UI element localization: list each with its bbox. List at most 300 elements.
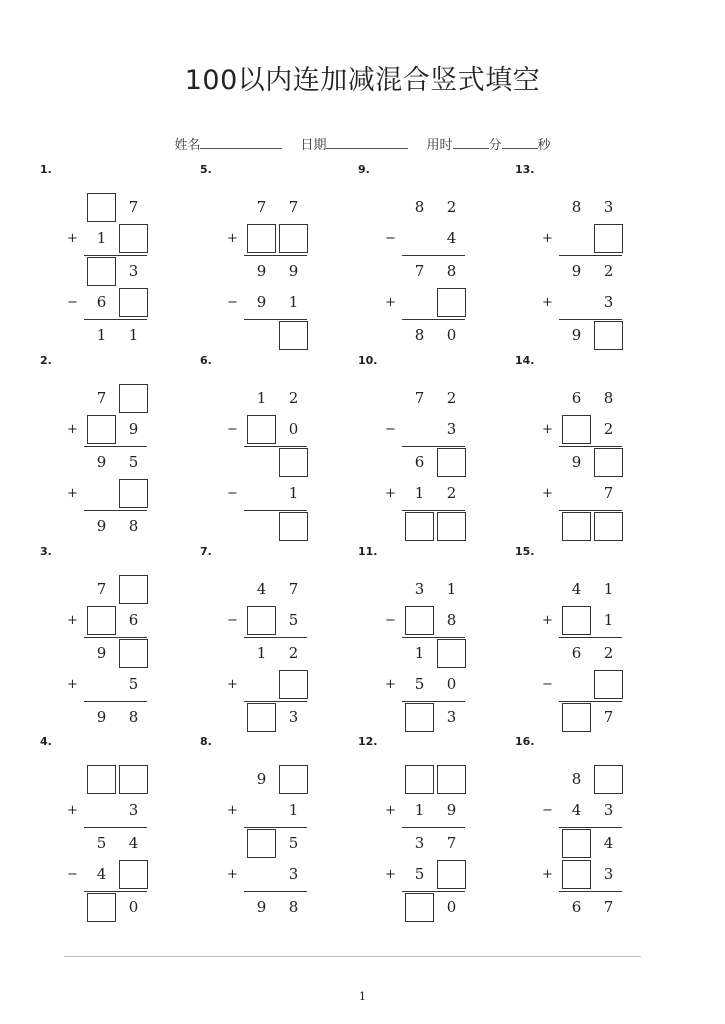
equation-row [200, 606, 360, 637]
equation-row [40, 893, 200, 924]
equation-row [40, 796, 200, 827]
equation-row [40, 415, 200, 446]
equals-line [402, 446, 465, 447]
equation-row [358, 415, 518, 446]
answer-box[interactable] [562, 606, 591, 635]
ones-digit: 1 [446, 580, 457, 598]
tens-digit [562, 670, 591, 699]
equation-row [358, 321, 518, 352]
answer-box[interactable] [594, 765, 623, 794]
equals-line [84, 891, 147, 892]
second-label: 秒 [537, 138, 551, 153]
answer-box[interactable] [405, 512, 434, 541]
tens-digit: 1 [96, 326, 107, 344]
tens-digit: 1 [414, 644, 425, 662]
problem [200, 545, 360, 730]
equation-row [40, 670, 200, 701]
tens-digit [87, 479, 116, 508]
equation-row [358, 893, 518, 924]
tens-digit: 9 [256, 898, 267, 916]
answer-box[interactable] [562, 829, 591, 858]
tens-digit: 1 [96, 229, 107, 247]
equals-line [559, 255, 622, 256]
operator: − [385, 231, 396, 246]
tens-digit: 6 [571, 644, 582, 662]
equation-row [515, 765, 675, 796]
tens-digit: 9 [96, 644, 107, 662]
tens-digit: 9 [571, 326, 582, 344]
equation-row [200, 703, 360, 734]
equation-row [200, 384, 360, 415]
equation-row [515, 321, 675, 352]
equation-row [358, 512, 518, 543]
ones-digit: 8 [446, 611, 457, 629]
equation-row [40, 448, 200, 479]
answer-box[interactable] [247, 415, 276, 444]
date-label: 日期 [300, 138, 327, 153]
equation-row [40, 288, 200, 319]
page-number: 1 [359, 990, 366, 1003]
equals-line [402, 637, 465, 638]
ones-digit: 3 [603, 293, 614, 311]
tens-digit [562, 288, 591, 317]
operator: − [385, 422, 396, 437]
equals-line [244, 701, 307, 702]
equation-row [40, 575, 200, 606]
equation-row [515, 384, 675, 415]
tens-digit [87, 796, 116, 825]
ones-digit: 3 [603, 801, 614, 819]
equals-line [402, 891, 465, 892]
ones-digit: 7 [288, 580, 299, 598]
answer-box[interactable] [562, 415, 591, 444]
answer-box[interactable] [87, 606, 116, 635]
equation-row [200, 415, 360, 446]
equation-row [515, 575, 675, 606]
equation-row [515, 860, 675, 891]
answer-box[interactable] [437, 860, 466, 889]
answer-box[interactable] [437, 448, 466, 477]
problem-number: 5. [200, 163, 212, 176]
tens-digit: 6 [571, 898, 582, 916]
answer-box[interactable] [87, 193, 116, 222]
equation-row [515, 796, 675, 827]
student-info-line [0, 134, 725, 153]
ones-digit: 1 [128, 326, 139, 344]
equals-line [244, 637, 307, 638]
equation-row [40, 321, 200, 352]
ones-digit: 0 [446, 898, 457, 916]
answer-box[interactable] [119, 384, 148, 413]
answer-box[interactable] [594, 670, 623, 699]
equals-line [402, 510, 465, 511]
equation-row [200, 829, 360, 860]
operator: + [542, 486, 553, 501]
tens-digit: 5 [414, 675, 425, 693]
problem [358, 163, 518, 348]
answer-box[interactable] [562, 860, 591, 889]
ones-digit: 2 [446, 198, 457, 216]
answer-box[interactable] [119, 639, 148, 668]
equation-row [515, 415, 675, 446]
answer-box[interactable] [405, 703, 434, 732]
equation-row [358, 670, 518, 701]
answer-box[interactable] [87, 765, 116, 794]
equation-row [515, 893, 675, 924]
problem-number: 15. [515, 545, 535, 558]
ones-digit: 7 [288, 198, 299, 216]
answer-box[interactable] [247, 703, 276, 732]
equation-row [40, 606, 200, 637]
problem [358, 354, 518, 539]
problem [200, 163, 360, 348]
tens-digit [247, 670, 276, 699]
problem [40, 545, 200, 730]
tens-digit: 3 [414, 834, 425, 852]
operator: + [542, 867, 553, 882]
time-seconds-blank[interactable] [502, 147, 538, 149]
tens-digit [562, 224, 591, 253]
answer-box[interactable] [87, 893, 116, 922]
ones-digit: 3 [446, 420, 457, 438]
name-label: 姓名 [174, 138, 201, 153]
tens-digit [405, 415, 434, 444]
operator: + [67, 486, 78, 501]
answer-box[interactable] [594, 512, 623, 541]
tens-digit: 7 [256, 198, 267, 216]
operator: + [385, 295, 396, 310]
equation-row [358, 193, 518, 224]
equals-line [402, 255, 465, 256]
equation-row [40, 703, 200, 734]
problem [515, 545, 675, 730]
tens-digit: 3 [414, 580, 425, 598]
operator: + [227, 803, 238, 818]
equation-row [200, 765, 360, 796]
operator: − [67, 867, 78, 882]
tens-digit: 7 [96, 580, 107, 598]
equation-row [200, 479, 360, 510]
tens-digit: 9 [96, 708, 107, 726]
operator: − [542, 677, 553, 692]
ones-digit: 7 [603, 898, 614, 916]
answer-box[interactable] [437, 288, 466, 317]
ones-digit: 9 [446, 801, 457, 819]
ones-digit: 9 [288, 262, 299, 280]
answer-box[interactable] [594, 224, 623, 253]
ones-digit: 3 [603, 865, 614, 883]
problem [515, 735, 675, 920]
equation-row [358, 796, 518, 827]
ones-digit: 7 [603, 484, 614, 502]
equation-row [515, 606, 675, 637]
problem [40, 163, 200, 348]
equals-line [559, 701, 622, 702]
tens-digit: 9 [256, 262, 267, 280]
ones-digit: 2 [288, 644, 299, 662]
problem-number: 3. [40, 545, 52, 558]
equals-line [84, 255, 147, 256]
ones-digit: 6 [128, 611, 139, 629]
equals-line [244, 891, 307, 892]
ones-digit: 2 [446, 484, 457, 502]
tens-digit: 5 [96, 834, 107, 852]
answer-box[interactable] [437, 639, 466, 668]
equation-row [40, 384, 200, 415]
problem-number: 6. [200, 354, 212, 367]
operator: − [385, 613, 396, 628]
equation-row [515, 224, 675, 255]
problem [40, 354, 200, 539]
tens-digit: 8 [414, 326, 425, 344]
tens-digit: 9 [256, 293, 267, 311]
answer-box[interactable] [247, 606, 276, 635]
equation-row [358, 606, 518, 637]
ones-digit: 8 [603, 389, 614, 407]
equation-row [200, 796, 360, 827]
tens-digit: 6 [414, 453, 425, 471]
equals-line [559, 827, 622, 828]
equation-row [358, 384, 518, 415]
equation-row [200, 639, 360, 670]
problem [358, 735, 518, 920]
equals-line [559, 446, 622, 447]
problem-number: 7. [200, 545, 212, 558]
ones-digit: 1 [288, 801, 299, 819]
tens-digit: 1 [414, 484, 425, 502]
ones-digit: 5 [288, 834, 299, 852]
answer-box[interactable] [119, 479, 148, 508]
equals-line [84, 319, 147, 320]
tens-digit [405, 288, 434, 317]
tens-digit: 6 [96, 293, 107, 311]
operator: − [67, 295, 78, 310]
ones-digit: 9 [128, 420, 139, 438]
tens-digit: 7 [414, 389, 425, 407]
tens-digit [247, 448, 276, 477]
footer-divider [64, 956, 641, 957]
tens-digit: 1 [256, 644, 267, 662]
equation-row [515, 670, 675, 701]
answer-box[interactable] [594, 448, 623, 477]
operator: + [67, 677, 78, 692]
equation-row [40, 193, 200, 224]
ones-digit: 7 [603, 708, 614, 726]
equals-line [244, 510, 307, 511]
answer-box[interactable] [119, 224, 148, 253]
tens-digit [247, 860, 276, 889]
equals-line [402, 319, 465, 320]
ones-digit: 4 [128, 834, 139, 852]
equation-row [200, 193, 360, 224]
ones-digit: 1 [603, 611, 614, 629]
equals-line [559, 510, 622, 511]
answer-box[interactable] [405, 606, 434, 635]
equation-row [515, 448, 675, 479]
ones-digit: 0 [128, 898, 139, 916]
tens-digit: 4 [96, 865, 107, 883]
equation-row [515, 257, 675, 288]
ones-digit: 3 [128, 262, 139, 280]
answer-box[interactable] [87, 257, 116, 286]
tens-digit: 4 [571, 801, 582, 819]
ones-digit: 3 [288, 708, 299, 726]
problem-number: 12. [358, 735, 378, 748]
minute-label: 分 [488, 138, 502, 153]
tens-digit: 8 [571, 770, 582, 788]
answer-box[interactable] [437, 765, 466, 794]
equation-row [515, 288, 675, 319]
ones-digit: 4 [446, 229, 457, 247]
ones-digit: 2 [603, 644, 614, 662]
equation-row [515, 829, 675, 860]
equation-row [40, 829, 200, 860]
tens-digit: 1 [414, 801, 425, 819]
ones-digit: 7 [128, 198, 139, 216]
ones-digit: 0 [446, 675, 457, 693]
operator: + [542, 613, 553, 628]
operator: + [542, 295, 553, 310]
answer-box[interactable] [279, 512, 308, 541]
answer-box[interactable] [405, 765, 434, 794]
operator: + [385, 867, 396, 882]
equals-line [244, 319, 307, 320]
answer-box[interactable] [437, 512, 466, 541]
operator: − [227, 422, 238, 437]
equation-row [358, 639, 518, 670]
answer-box[interactable] [279, 224, 308, 253]
answer-box[interactable] [279, 765, 308, 794]
equation-row [40, 479, 200, 510]
problem-number: 11. [358, 545, 378, 558]
answer-box[interactable] [119, 765, 148, 794]
ones-digit: 7 [446, 834, 457, 852]
answer-box[interactable] [562, 512, 591, 541]
problem-number: 9. [358, 163, 370, 176]
problem-number: 13. [515, 163, 535, 176]
operator: + [227, 867, 238, 882]
problem [200, 354, 360, 539]
equation-row [40, 860, 200, 891]
problem-number: 2. [40, 354, 52, 367]
tens-digit: 8 [414, 198, 425, 216]
tens-digit: 6 [571, 389, 582, 407]
time-minutes-blank[interactable] [453, 147, 489, 149]
operator: − [227, 295, 238, 310]
tens-digit [562, 479, 591, 508]
tens-digit: 9 [96, 517, 107, 535]
equation-row [200, 860, 360, 891]
answer-box[interactable] [594, 321, 623, 350]
ones-digit: 2 [446, 389, 457, 407]
tens-digit: 1 [256, 389, 267, 407]
ones-digit: 1 [288, 484, 299, 502]
problem-number: 8. [200, 735, 212, 748]
answer-box[interactable] [279, 448, 308, 477]
tens-digit: 7 [414, 262, 425, 280]
ones-digit: 3 [446, 708, 457, 726]
operator: − [542, 803, 553, 818]
operator: + [227, 231, 238, 246]
problem-number: 10. [358, 354, 378, 367]
answer-box[interactable] [87, 415, 116, 444]
answer-box[interactable] [247, 224, 276, 253]
problem [515, 354, 675, 539]
answer-box[interactable] [247, 829, 276, 858]
equation-row [515, 703, 675, 734]
answer-box[interactable] [279, 321, 308, 350]
equation-row [200, 575, 360, 606]
tens-digit [405, 224, 434, 253]
equals-line [559, 319, 622, 320]
ones-digit: 3 [603, 198, 614, 216]
tens-digit [247, 512, 276, 541]
ones-digit: 0 [446, 326, 457, 344]
equation-row [200, 893, 360, 924]
equation-row [40, 257, 200, 288]
answer-box[interactable] [119, 288, 148, 317]
operator: − [227, 486, 238, 501]
tens-digit: 8 [571, 198, 582, 216]
tens-digit: 9 [96, 453, 107, 471]
problem [40, 735, 200, 920]
answer-box[interactable] [562, 703, 591, 732]
equation-row [358, 703, 518, 734]
name-blank[interactable] [200, 147, 282, 149]
tens-digit: 4 [571, 580, 582, 598]
equation-row [358, 448, 518, 479]
equals-line [84, 637, 147, 638]
equation-row [358, 829, 518, 860]
problem [515, 163, 675, 348]
equals-line [84, 827, 147, 828]
ones-digit: 4 [603, 834, 614, 852]
equation-row [515, 193, 675, 224]
tens-digit [247, 796, 276, 825]
equation-row [358, 479, 518, 510]
date-blank[interactable] [326, 147, 408, 149]
equation-row [358, 288, 518, 319]
tens-digit: 7 [96, 389, 107, 407]
equation-row [358, 765, 518, 796]
tens-digit: 9 [256, 770, 267, 788]
operator: + [385, 803, 396, 818]
equation-row [200, 512, 360, 543]
equals-line [84, 701, 147, 702]
answer-box[interactable] [279, 670, 308, 699]
ones-digit: 0 [288, 420, 299, 438]
answer-box[interactable] [405, 893, 434, 922]
equals-line [244, 446, 307, 447]
ones-digit: 5 [288, 611, 299, 629]
ones-digit: 1 [603, 580, 614, 598]
ones-digit: 8 [128, 708, 139, 726]
operator: + [67, 613, 78, 628]
answer-box[interactable] [119, 575, 148, 604]
equation-row [40, 512, 200, 543]
ones-digit: 5 [128, 453, 139, 471]
problem-number: 16. [515, 735, 535, 748]
operator: + [542, 422, 553, 437]
ones-digit: 2 [603, 262, 614, 280]
answer-box[interactable] [119, 860, 148, 889]
tens-digit [247, 479, 276, 508]
tens-digit: 9 [571, 453, 582, 471]
operator: + [67, 231, 78, 246]
equals-line [559, 891, 622, 892]
equation-row [200, 224, 360, 255]
equation-row [200, 448, 360, 479]
